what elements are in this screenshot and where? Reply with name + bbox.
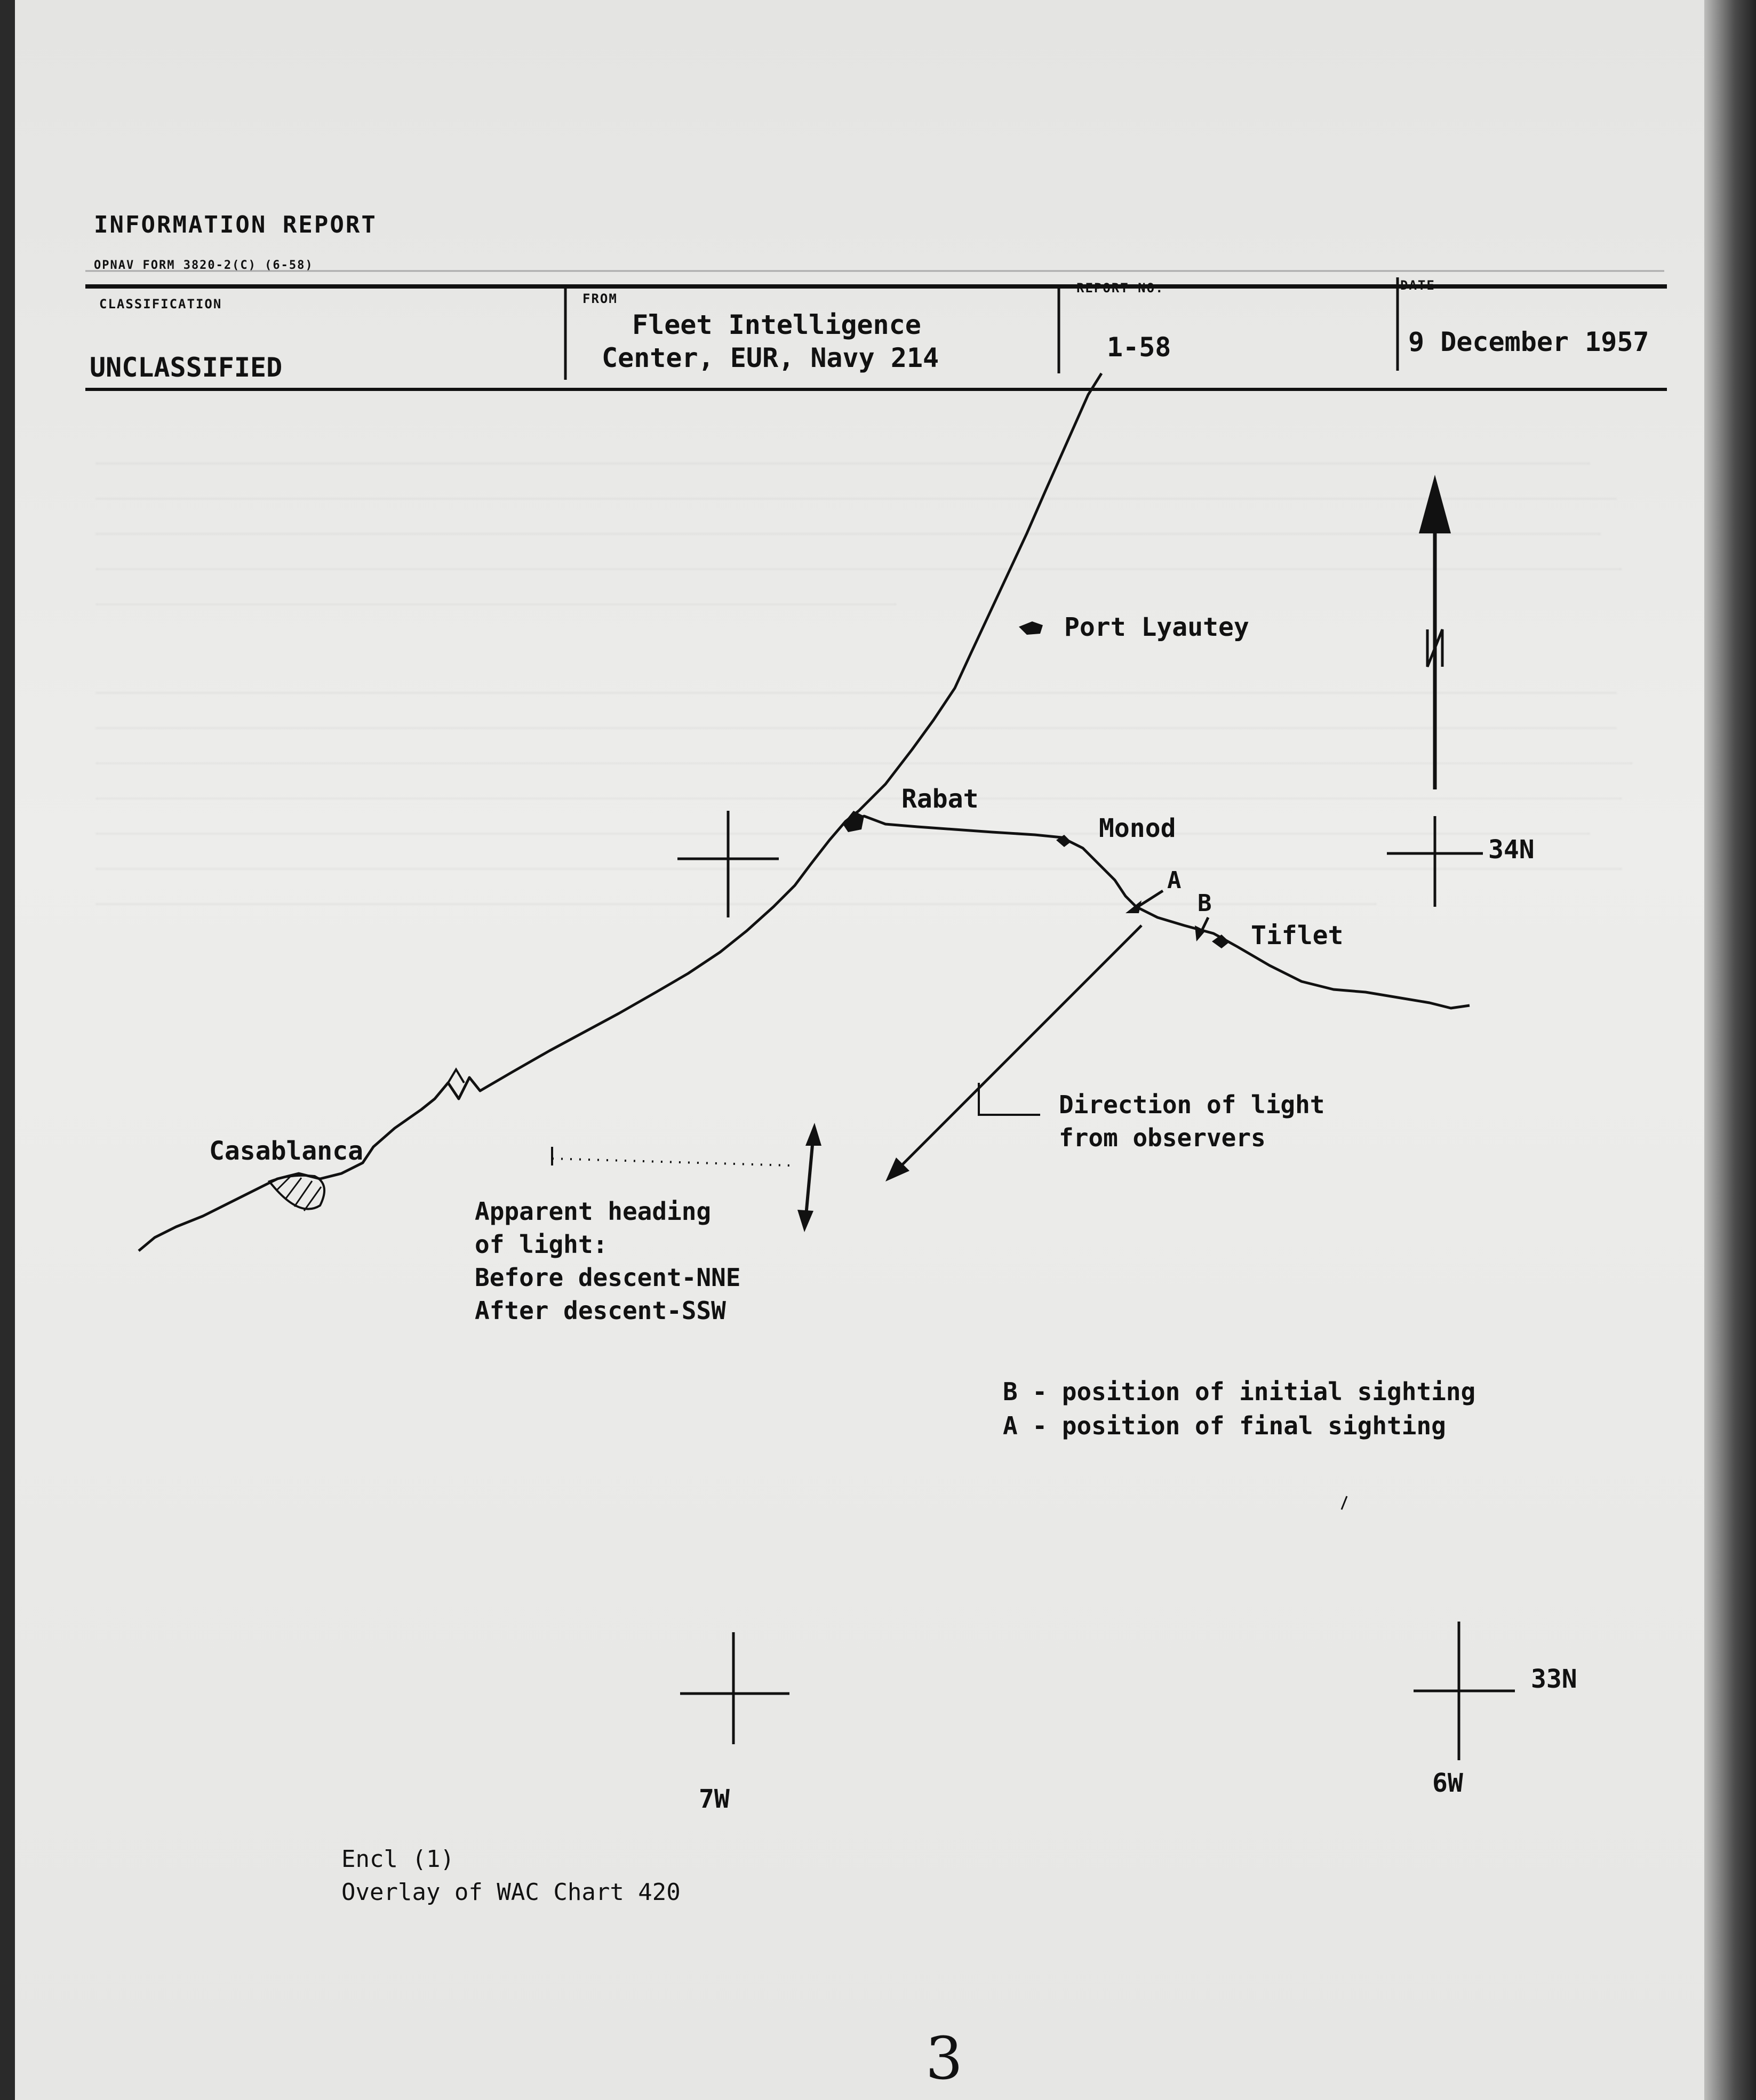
report-no-label: REPORT NO. [1076, 281, 1164, 296]
grid-label-6w: 6W [1432, 1768, 1463, 1798]
classification-value: UNCLASSIFIED [90, 352, 283, 383]
date-label: DATE [1400, 278, 1435, 293]
label-point-a: A [1167, 867, 1182, 894]
grid-label-33n: 33N [1531, 1664, 1577, 1694]
label-rabat: Rabat [901, 784, 979, 814]
form-number: OPNAV FORM 3820-2(C) (6-58) [94, 259, 314, 272]
label-tiflet: Tiflet [1251, 921, 1344, 951]
page-number: 3 [925, 2024, 963, 2093]
direction-label-1: Direction of light [1059, 1090, 1325, 1119]
grid-label-7w: 7W [699, 1784, 730, 1814]
rabat-mark [843, 811, 864, 832]
date-value: 9 December 1957 [1408, 326, 1649, 357]
heading-label-1: Apparent heading [475, 1197, 712, 1226]
direction-label-2: from observers [1059, 1123, 1266, 1152]
report-no-value: 1-58 [1107, 332, 1171, 363]
casablanca-hatch [277, 1176, 321, 1211]
legend-initial-sighting: B - position of initial sighting [1003, 1377, 1476, 1406]
direction-leader [979, 1083, 1040, 1115]
classification-label: CLASSIFICATION [99, 297, 222, 312]
river-rabat-tiflet [848, 816, 1470, 1008]
legend-final-sighting: A - position of final sighting [1003, 1411, 1446, 1440]
label-port-lyautey: Port Lyautey [1064, 612, 1249, 642]
heading-arrow-down [797, 1210, 813, 1232]
from-line-2: Center, EUR, Navy 214 [602, 342, 939, 373]
from-line-1: Fleet Intelligence [632, 309, 921, 340]
north-arrow-head [1419, 475, 1451, 533]
tiflet-mark [1212, 935, 1230, 948]
coast-bump [448, 1069, 464, 1083]
stray-mark [1342, 1496, 1347, 1510]
grid-crosses [677, 811, 1515, 1760]
from-label: FROM [582, 291, 618, 306]
label-monod: Monod [1099, 813, 1176, 843]
enclosure-line-2: Overlay of WAC Chart 420 [341, 1879, 681, 1906]
heading-label-4: After descent-SSW [475, 1296, 726, 1325]
heading-label-3: Before descent-NNE [475, 1263, 741, 1292]
report-title: INFORMATION REPORT [94, 211, 377, 238]
heading-arrow-up [805, 1123, 821, 1146]
heading-dotted-line [552, 1159, 789, 1165]
enclosure-line-1: Encl (1) [341, 1846, 454, 1873]
label-point-b: B [1198, 890, 1212, 917]
heading-label-2: of light: [475, 1230, 608, 1259]
grid-label-34n: 34N [1488, 835, 1535, 865]
heading-double-arrow [805, 1133, 813, 1221]
port-lyautey-mark [1019, 621, 1043, 635]
label-casablanca: Casablanca [209, 1136, 363, 1166]
